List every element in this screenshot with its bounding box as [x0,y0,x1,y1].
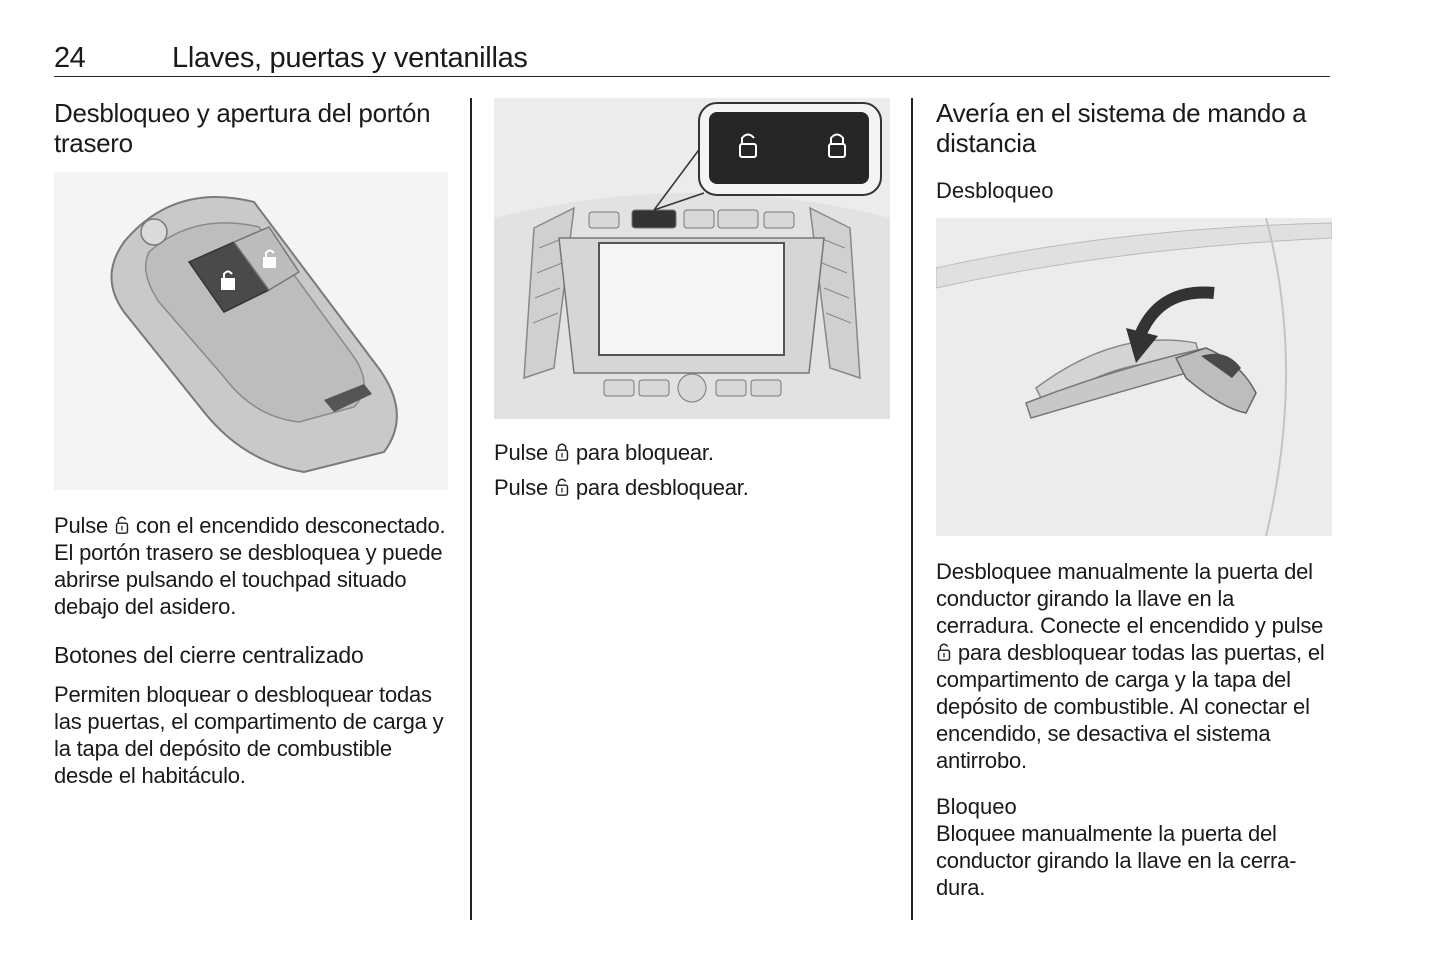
page-number: 24 [54,42,86,74]
lock-symbol-icon [554,442,570,462]
tailgate-instructions: Pulse con el encendido desconectado. El portón trasero se desbloquea y puede abrirse pulsando el touchpad situado debajo del asidero. [54,513,446,619]
subheading-locking: Bloqueo [936,794,1017,819]
unlock-symbol-icon [936,642,952,662]
column-right [936,98,1332,901]
unlock-instruction: Pulse para desbloquear. [494,475,749,500]
lock-instruction: Pulse para bloquear. [494,440,714,465]
page-header [54,42,1330,77]
section-heading-tailgate: Desbloqueo y apertura del portón trasero [54,98,431,158]
center-console-illustration [494,98,890,419]
column-divider-left [470,98,472,920]
key-fob-illustration [54,172,448,490]
door-handle-illustration [936,218,1332,536]
column-divider-right [911,98,913,920]
column-left [54,98,448,789]
section-heading-remote-failure: Avería en el sistema de mando a distancia [936,98,1307,158]
unlock-symbol-icon [114,515,130,535]
section-heading-central-lock: Botones del cierre centralizado [54,642,364,668]
unlock-symbol-icon [554,477,570,497]
column-middle [494,98,890,501]
manual-lock-instructions: Bloquee manualmente la puerta del conductor girando la llave en la cerradura. [936,821,1297,900]
manual-unlock-instructions: Desbloquee manualmente la puerta del conductor girando la llave en la cerradura. Conecte el encendido y pulse para desbloquear todas las puertas, el compartimento de carga y la tapa del depósito de combustible. Al conectar el encendido, se desactiva el sistema antirrobo. [936,559,1325,773]
subheading-unlocking: Desbloqueo [936,178,1054,203]
chapter-title: Llaves, puertas y ventanillas [172,42,528,74]
central-lock-description: Permiten bloquear o desbloquear todas las puertas, el compartimento de carga y la tapa del depósito de combustible desde el habitáculo. [54,682,444,788]
